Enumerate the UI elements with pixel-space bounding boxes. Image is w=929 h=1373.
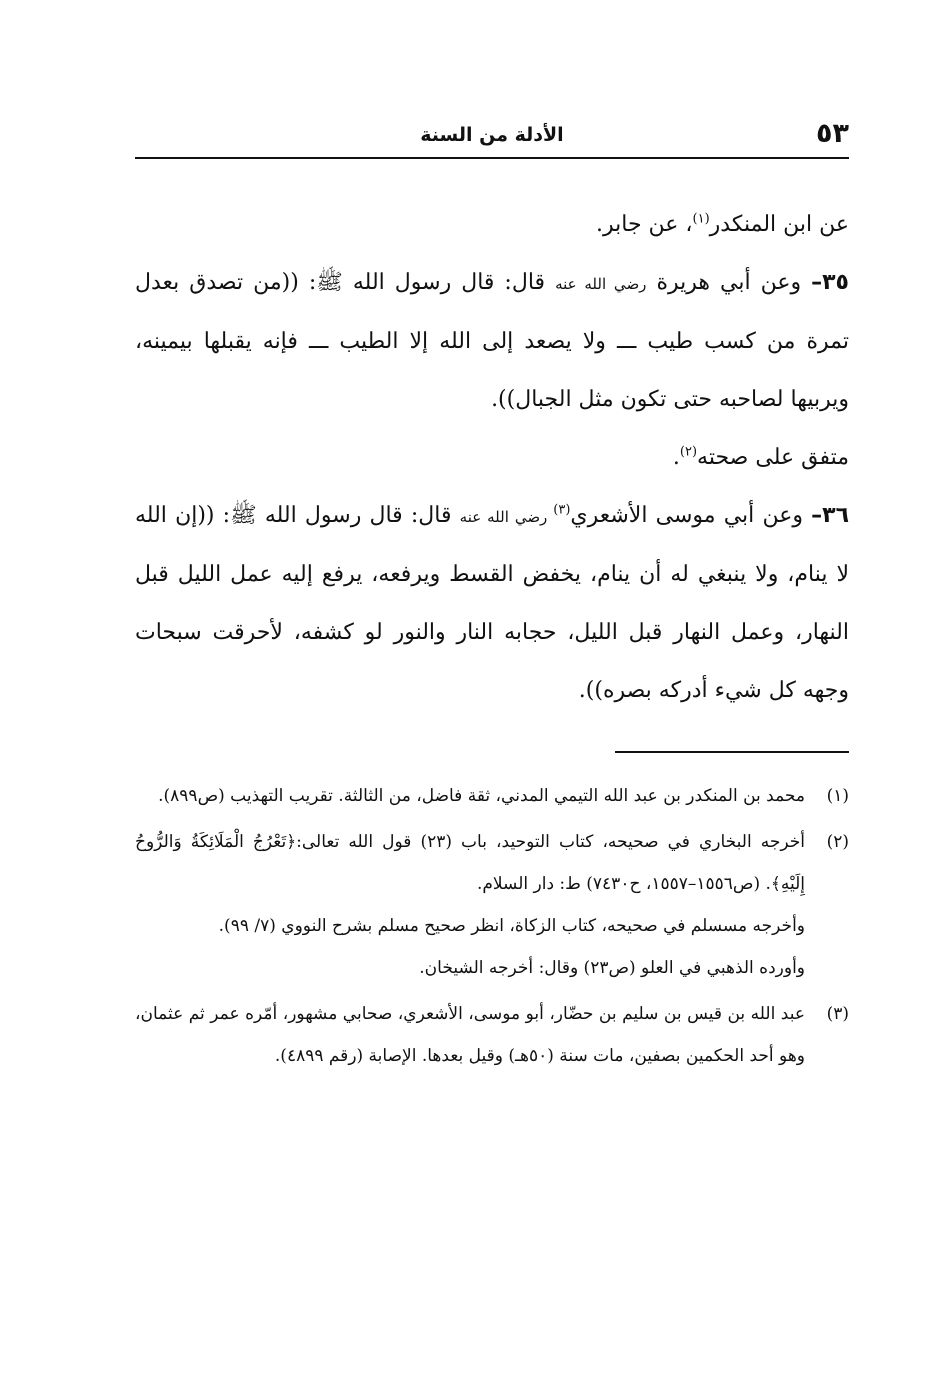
hadith-35: [135, 254, 849, 429]
salawat-glyph: ﷺ: [316, 270, 343, 295]
page-number: ٥٣: [816, 118, 849, 149]
text-span: قال: قال رسول الله: [256, 503, 460, 528]
footnote-2: [135, 821, 849, 989]
main-text: [135, 196, 849, 720]
footnote-number: (٢): [826, 832, 849, 852]
salawat-glyph: ﷺ: [230, 503, 257, 528]
footnote-number: (٣): [826, 1004, 849, 1024]
hadith-text: : ((من تصدق بعدل تمرة من كسب طيب ـــ ولا يصعد إلى الله إلا الطيب ـــ فإنه يقبلها بيمينه، ويربيها لصاحبه حتى تكون مثل الجبال)).: [135, 270, 849, 412]
footnotes: [135, 775, 849, 1081]
honorific-glyph: رضي الله عنه: [459, 508, 554, 526]
footnote-ref-3: (٣): [553, 502, 571, 518]
footnote-text: عبد الله بن قيس بن سليم بن حضّار، أبو موسى، الأشعري، صحابي مشهور، أمّره عمر ثم عثمان، وهو أحد الحكمين بصفين، مات سنة (٥٠هـ) وقيل بعدها. الإصابة (رقم ٤٨٩٩).: [135, 1004, 805, 1066]
text-span: عن ابن المنكدر: [709, 212, 849, 237]
text-span: متفق على صحته: [697, 445, 849, 470]
header-rule: [135, 157, 849, 159]
honorific-glyph: رضي الله عنه: [555, 275, 647, 293]
running-title: الأدلة من السنة: [420, 124, 564, 146]
paragraph-continuation: [135, 196, 849, 254]
footnote-separator: [615, 751, 849, 753]
hadith-36: [135, 487, 849, 720]
hadith-text: : ((إن الله لا ينام، ولا ينبغي له أن ينام، يخفض القسط ويرفعه، يرفع إليه عمل الليل قبل النهار، وعمل النهار قبل الليل، حجابه النار والنور لو كشفه، لأحرقت سبحات وجهه كل شيء أدركه بصره)).: [135, 503, 849, 703]
footnote-1: [135, 775, 849, 817]
footnote-3: [135, 993, 849, 1077]
hadith-number: ٣٥–: [811, 270, 849, 295]
hadith-number: ٣٦–: [811, 503, 849, 528]
page-header: [135, 112, 849, 154]
footnote-number: (١): [826, 786, 849, 806]
text-span: وعن أبي هريرة: [646, 270, 812, 295]
text-span: قال: قال رسول الله: [342, 270, 556, 295]
footnote-text: أخرجه البخاري في صحيحه، كتاب التوحيد، باب (٢٣) قول الله تعالى:﴿تَعْرُجُ الْمَلَائِكَةُ وَالرُّوحُ إِلَيْهِ﴾. (ص١٥٥٦–١٥٥٧، ح٧٤٣٠) ط: دار السلام.: [135, 832, 805, 894]
footnote-text: وأخرجه مسسلم في صحيحه، كتاب الزكاة، انظر صحيح مسلم بشرح النووي (٧/ ٩٩).: [218, 916, 805, 936]
text-span: وعن أبي موسى الأشعري: [570, 503, 812, 528]
footnote-text: وأورده الذهبي في العلو (ص٢٣) وقال: أخرجه الشيخان.: [419, 958, 805, 978]
footnote-ref-2: (٢): [679, 444, 698, 460]
text-span: .: [672, 445, 680, 470]
footnote-text: محمد بن المنكدر بن عبد الله التيمي المدني، ثقة فاضل، من الثالثة. تقريب التهذيب (ص٨٩٩).: [158, 786, 805, 806]
text-span: ، عن جابر.: [595, 212, 693, 237]
agreed-upon-line: [135, 429, 849, 487]
footnote-ref-1: (١): [692, 211, 710, 227]
